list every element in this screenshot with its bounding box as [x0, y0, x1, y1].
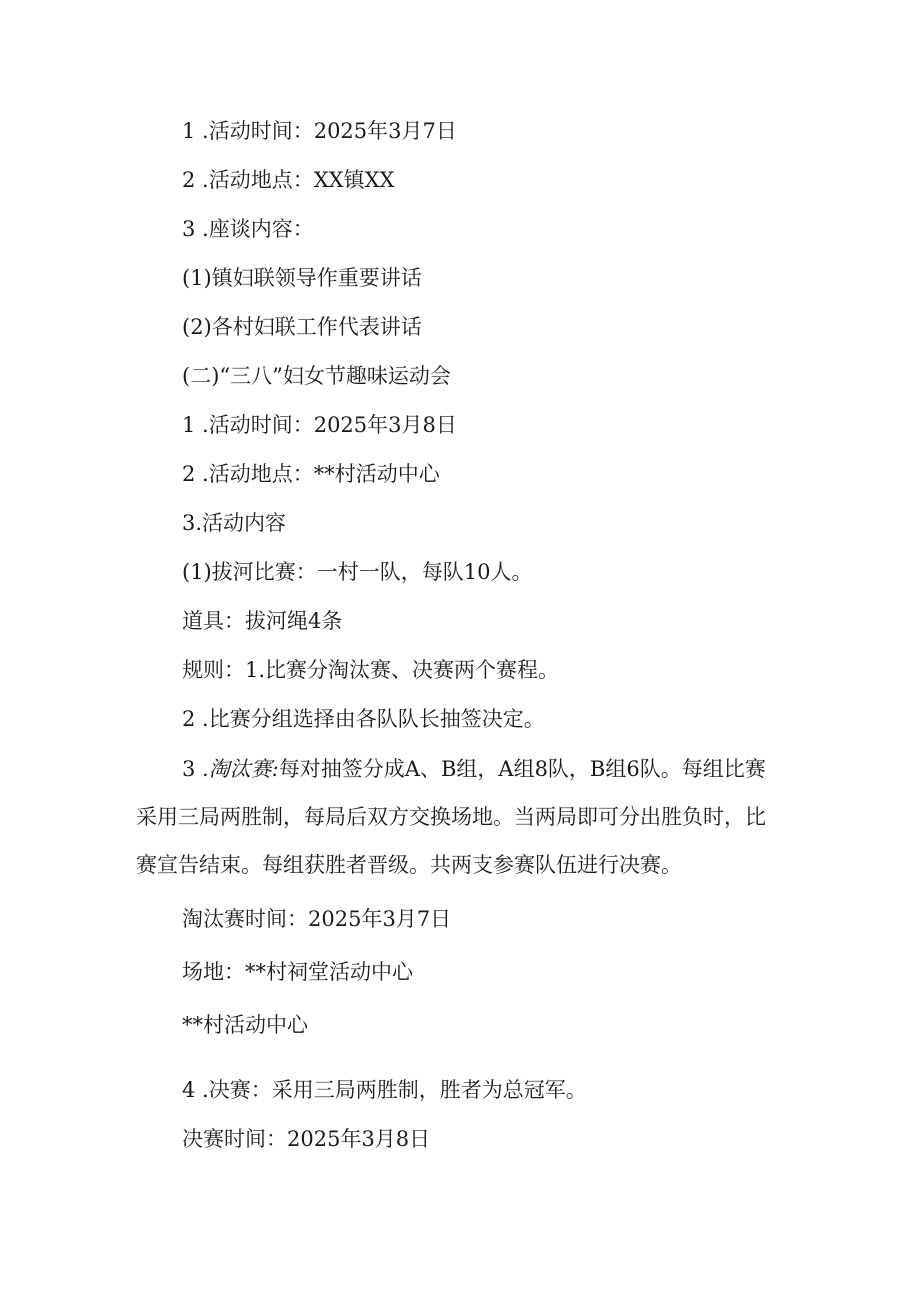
text-line: 2 .比赛分组选择由各队队长抽签决定。 [182, 707, 545, 731]
text-line: 决赛时间：2025年3月8日 [182, 1127, 431, 1151]
paragraph-row [136, 745, 786, 793]
text-line: 道具：拔河绳4条 [182, 609, 343, 633]
text-line: 淘汰赛时间：2025年3月7日 [182, 907, 452, 931]
text-line: (1)拔河比赛：一村一队，每队10人。 [182, 560, 533, 584]
text-line: 4 .决赛：采用三局两胜制，胜者为总冠军。 [182, 1078, 587, 1102]
text-line: 1 .活动时间：2025年3月7日 [182, 119, 457, 143]
text-line: 2 .活动地点：**村活动中心 [182, 462, 440, 486]
text-line: 场地：**村祠堂活动中心 [182, 960, 413, 984]
paragraph-italic-label: .淘汰赛: [202, 757, 279, 781]
text-line: (1)镇妇联领导作重要讲话 [182, 266, 422, 290]
text-line: **村活动中心 [182, 1013, 308, 1037]
rules-paragraph [136, 745, 786, 889]
paragraph-row-text: 每对抽签分成A、B组，A组8队，B组6队。每组比赛 [278, 757, 766, 781]
paragraph-row: 赛宣告结束。每组获胜者晋级。共两支参赛队伍进行决赛。 [136, 853, 682, 877]
text-line: 2 .活动地点：XX镇XX [182, 168, 395, 192]
section-heading: (二)“三八”妇女节趣味运动会 [182, 364, 451, 388]
text-line: 3 .座谈内容： [182, 217, 314, 241]
text-line: 1 .活动时间：2025年3月8日 [182, 413, 457, 437]
text-line: 3.活动内容 [182, 511, 287, 535]
paragraph-prefix: 3 [182, 757, 203, 781]
text-line: (2)各村妇联工作代表讲话 [182, 315, 422, 339]
paragraph-row: 采用三局两胜制，每局后双方交换场地。当两局即可分出胜负时，比 [136, 805, 766, 829]
text-line: 规则：1.比赛分淘汰赛、决赛两个赛程。 [182, 658, 560, 682]
